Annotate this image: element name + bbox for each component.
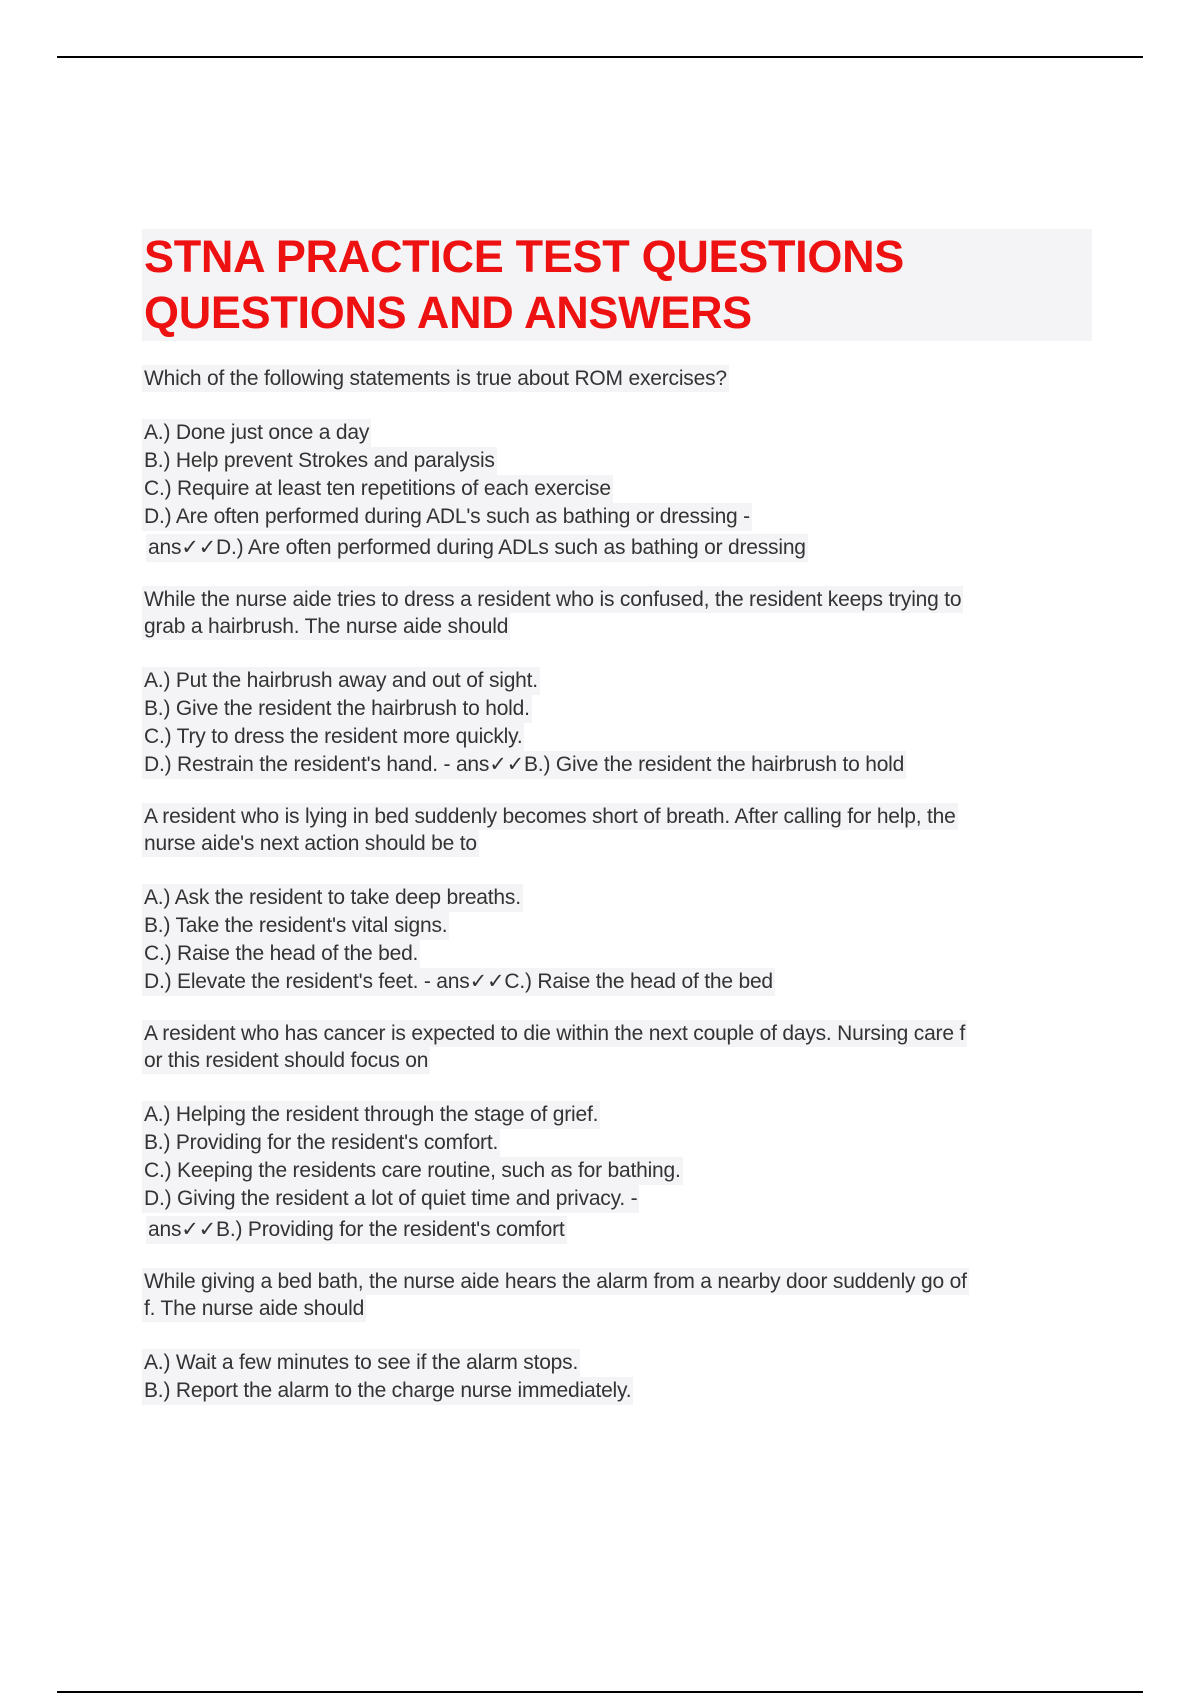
question-block-4: [144, 1020, 1094, 1244]
option-c: C.) Raise the head of the bed.: [142, 940, 420, 968]
option-d: D.) Elevate the resident's feet. - ans✓✓C.) Raise the head of the bed: [142, 968, 775, 996]
option-a: A.) Helping the resident through the stage of grief.: [142, 1101, 600, 1129]
question-line: While giving a bed bath, the nurse aide hears the alarm from a nearby door suddenly go of: [144, 1270, 967, 1293]
title-line-2: QUESTIONS AND ANSWERS: [144, 287, 752, 338]
question-line: Which of the following statements is true about ROM exercises?: [144, 367, 727, 390]
document-title: [142, 229, 1092, 341]
title-line-1: STNA PRACTICE TEST QUESTIONS: [144, 231, 904, 282]
question-text: [144, 586, 1094, 640]
question-block-1: [144, 365, 1094, 562]
document-body: [144, 229, 1094, 1405]
answer-text: ans✓✓B.) Providing for the resident's comfort: [146, 1216, 567, 1244]
option-list: [144, 419, 1094, 562]
footer-rule: [57, 1691, 1143, 1693]
option-c: C.) Keeping the residents care routine, such as for bathing.: [142, 1157, 683, 1185]
option-list: [144, 1101, 1094, 1244]
question-line: A resident who is lying in bed suddenly becomes short of breath. After calling for help, the: [144, 805, 956, 828]
option-d: D.) Restrain the resident's hand. - ans✓✓B.) Give the resident the hairbrush to hold: [142, 751, 906, 779]
question-block-5: [144, 1268, 1094, 1405]
option-list: [144, 667, 1094, 779]
option-list: [144, 884, 1094, 996]
option-a: A.) Ask the resident to take deep breaths.: [142, 884, 523, 912]
option-b: B.) Give the resident the hairbrush to hold.: [142, 695, 532, 723]
question-line: f. The nurse aide should: [144, 1297, 365, 1320]
question-text: [144, 803, 1094, 857]
option-a: A.) Done just once a day: [142, 419, 371, 447]
question-block-3: [144, 803, 1094, 996]
question-text: [144, 1020, 1094, 1074]
option-a: A.) Put the hairbrush away and out of sight.: [142, 667, 540, 695]
question-line: or this resident should focus on: [144, 1049, 429, 1072]
option-b: B.) Providing for the resident's comfort.: [142, 1129, 500, 1157]
option-c: C.) Try to dress the resident more quickly.: [142, 723, 524, 751]
option-b: B.) Help prevent Strokes and paralysis: [142, 447, 497, 475]
option-a: A.) Wait a few minutes to see if the alarm stops.: [142, 1349, 580, 1377]
question-text: [144, 365, 1094, 392]
question-text: [144, 1268, 1094, 1322]
question-block-2: [144, 586, 1094, 779]
header-rule: [57, 56, 1143, 58]
answer-text: ans✓✓D.) Are often performed during ADLs such as bathing or dressing: [146, 534, 808, 562]
question-line: A resident who has cancer is expected to die within the next couple of days. Nursing care f: [144, 1022, 966, 1045]
option-d: D.) Giving the resident a lot of quiet time and privacy. -: [142, 1185, 639, 1213]
option-b: B.) Report the alarm to the charge nurse immediately.: [142, 1377, 633, 1405]
question-line: nurse aide's next action should be to: [144, 832, 477, 855]
option-c: C.) Require at least ten repetitions of each exercise: [142, 475, 613, 503]
option-d: D.) Are often performed during ADL's such as bathing or dressing -: [142, 503, 752, 531]
question-line: grab a hairbrush. The nurse aide should: [144, 615, 509, 638]
option-b: B.) Take the resident's vital signs.: [142, 912, 449, 940]
question-line: While the nurse aide tries to dress a resident who is confused, the resident keeps trying to: [144, 588, 962, 611]
option-list: [144, 1349, 1094, 1405]
